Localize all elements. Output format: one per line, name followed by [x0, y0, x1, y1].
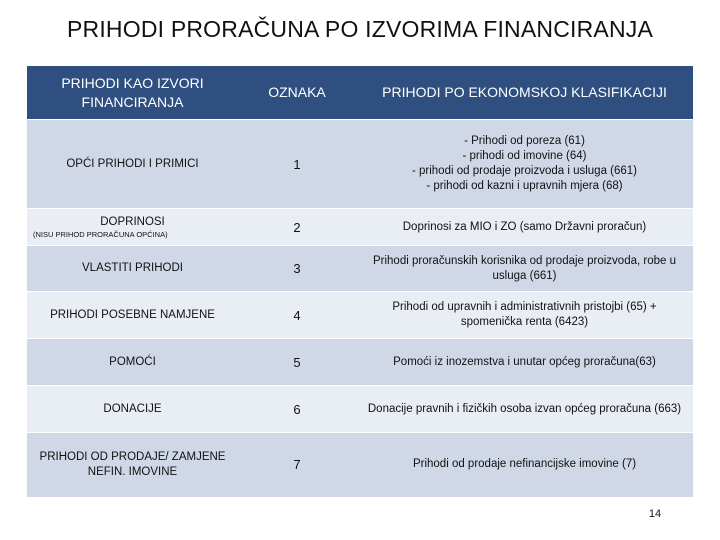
classification-line: - prihodi od kazni i upravnih mjera (68)	[426, 180, 623, 192]
table-row	[27, 246, 693, 292]
source-cell: OPĆI PRIHODI I PRIMICI	[27, 120, 238, 209]
table-row	[27, 433, 693, 497]
source-cell	[27, 209, 238, 246]
source-note: (NISU PRIHOD PRORAČUNA OPĆINA)	[33, 229, 168, 239]
source-cell: PRIHODI POSEBNE NAMJENE	[27, 292, 238, 339]
source-cell: DONACIJE	[27, 386, 238, 433]
code-cell: 2	[238, 209, 356, 246]
table-header-row	[27, 66, 693, 120]
source-label: DOPRINOSI	[100, 215, 165, 228]
source-cell: POMOĆI	[27, 339, 238, 386]
code-cell: 1	[238, 120, 356, 209]
classification-cell: Doprinosi za MIO i ZO (samo Državni proračun)	[356, 209, 693, 246]
classification-cell: Prihodi od prodaje nefinancijske imovine (7)	[356, 433, 693, 497]
revenue-sources-table	[27, 66, 693, 497]
classification-line: - prihodi od imovine (64)	[462, 150, 587, 162]
classification-line: - prihodi od prodaje proizvoda i usluga (661)	[411, 165, 638, 177]
page-number: 14	[648, 508, 662, 520]
page-title: PRIHODI PRORAČUNA PO IZVORIMA FINANCIRANJA	[66, 16, 654, 42]
classification-cell: Prihodi od upravnih i administrativnih pristojbi (65) + spomenička renta (6423)	[356, 292, 693, 339]
header-source: PRIHODI KAO IZVORI FINANCIRANJA	[27, 66, 238, 120]
classification-cell: Donacije pravnih i fizičkih osoba izvan općeg proračuna (663)	[356, 386, 693, 433]
table-row	[27, 209, 693, 246]
header-code: OZNAKA	[238, 66, 356, 120]
source-cell: VLASTITI PRIHODI	[27, 246, 238, 292]
table-row	[27, 386, 693, 433]
classification-line: - Prihodi od poreza (61)	[464, 135, 585, 147]
classification-cell: Prihodi proračunskih korisnika od prodaje proizvoda, robe u usluga (661)	[356, 246, 693, 292]
code-cell: 7	[238, 433, 356, 497]
table-row	[27, 292, 693, 339]
code-cell: 4	[238, 292, 356, 339]
classification-cell: Pomoći iz inozemstva i unutar općeg proračuna(63)	[356, 339, 693, 386]
source-cell: PRIHODI OD PRODAJE/ ZAMJENE NEFIN. IMOVINE	[27, 433, 238, 497]
code-cell: 5	[238, 339, 356, 386]
header-classification: PRIHODI PO EKONOMSKOJ KLASIFIKACIJI	[356, 66, 693, 120]
classification-cell	[356, 120, 693, 209]
table-row	[27, 339, 693, 386]
code-cell: 6	[238, 386, 356, 433]
code-cell: 3	[238, 246, 356, 292]
table-row	[27, 120, 693, 209]
